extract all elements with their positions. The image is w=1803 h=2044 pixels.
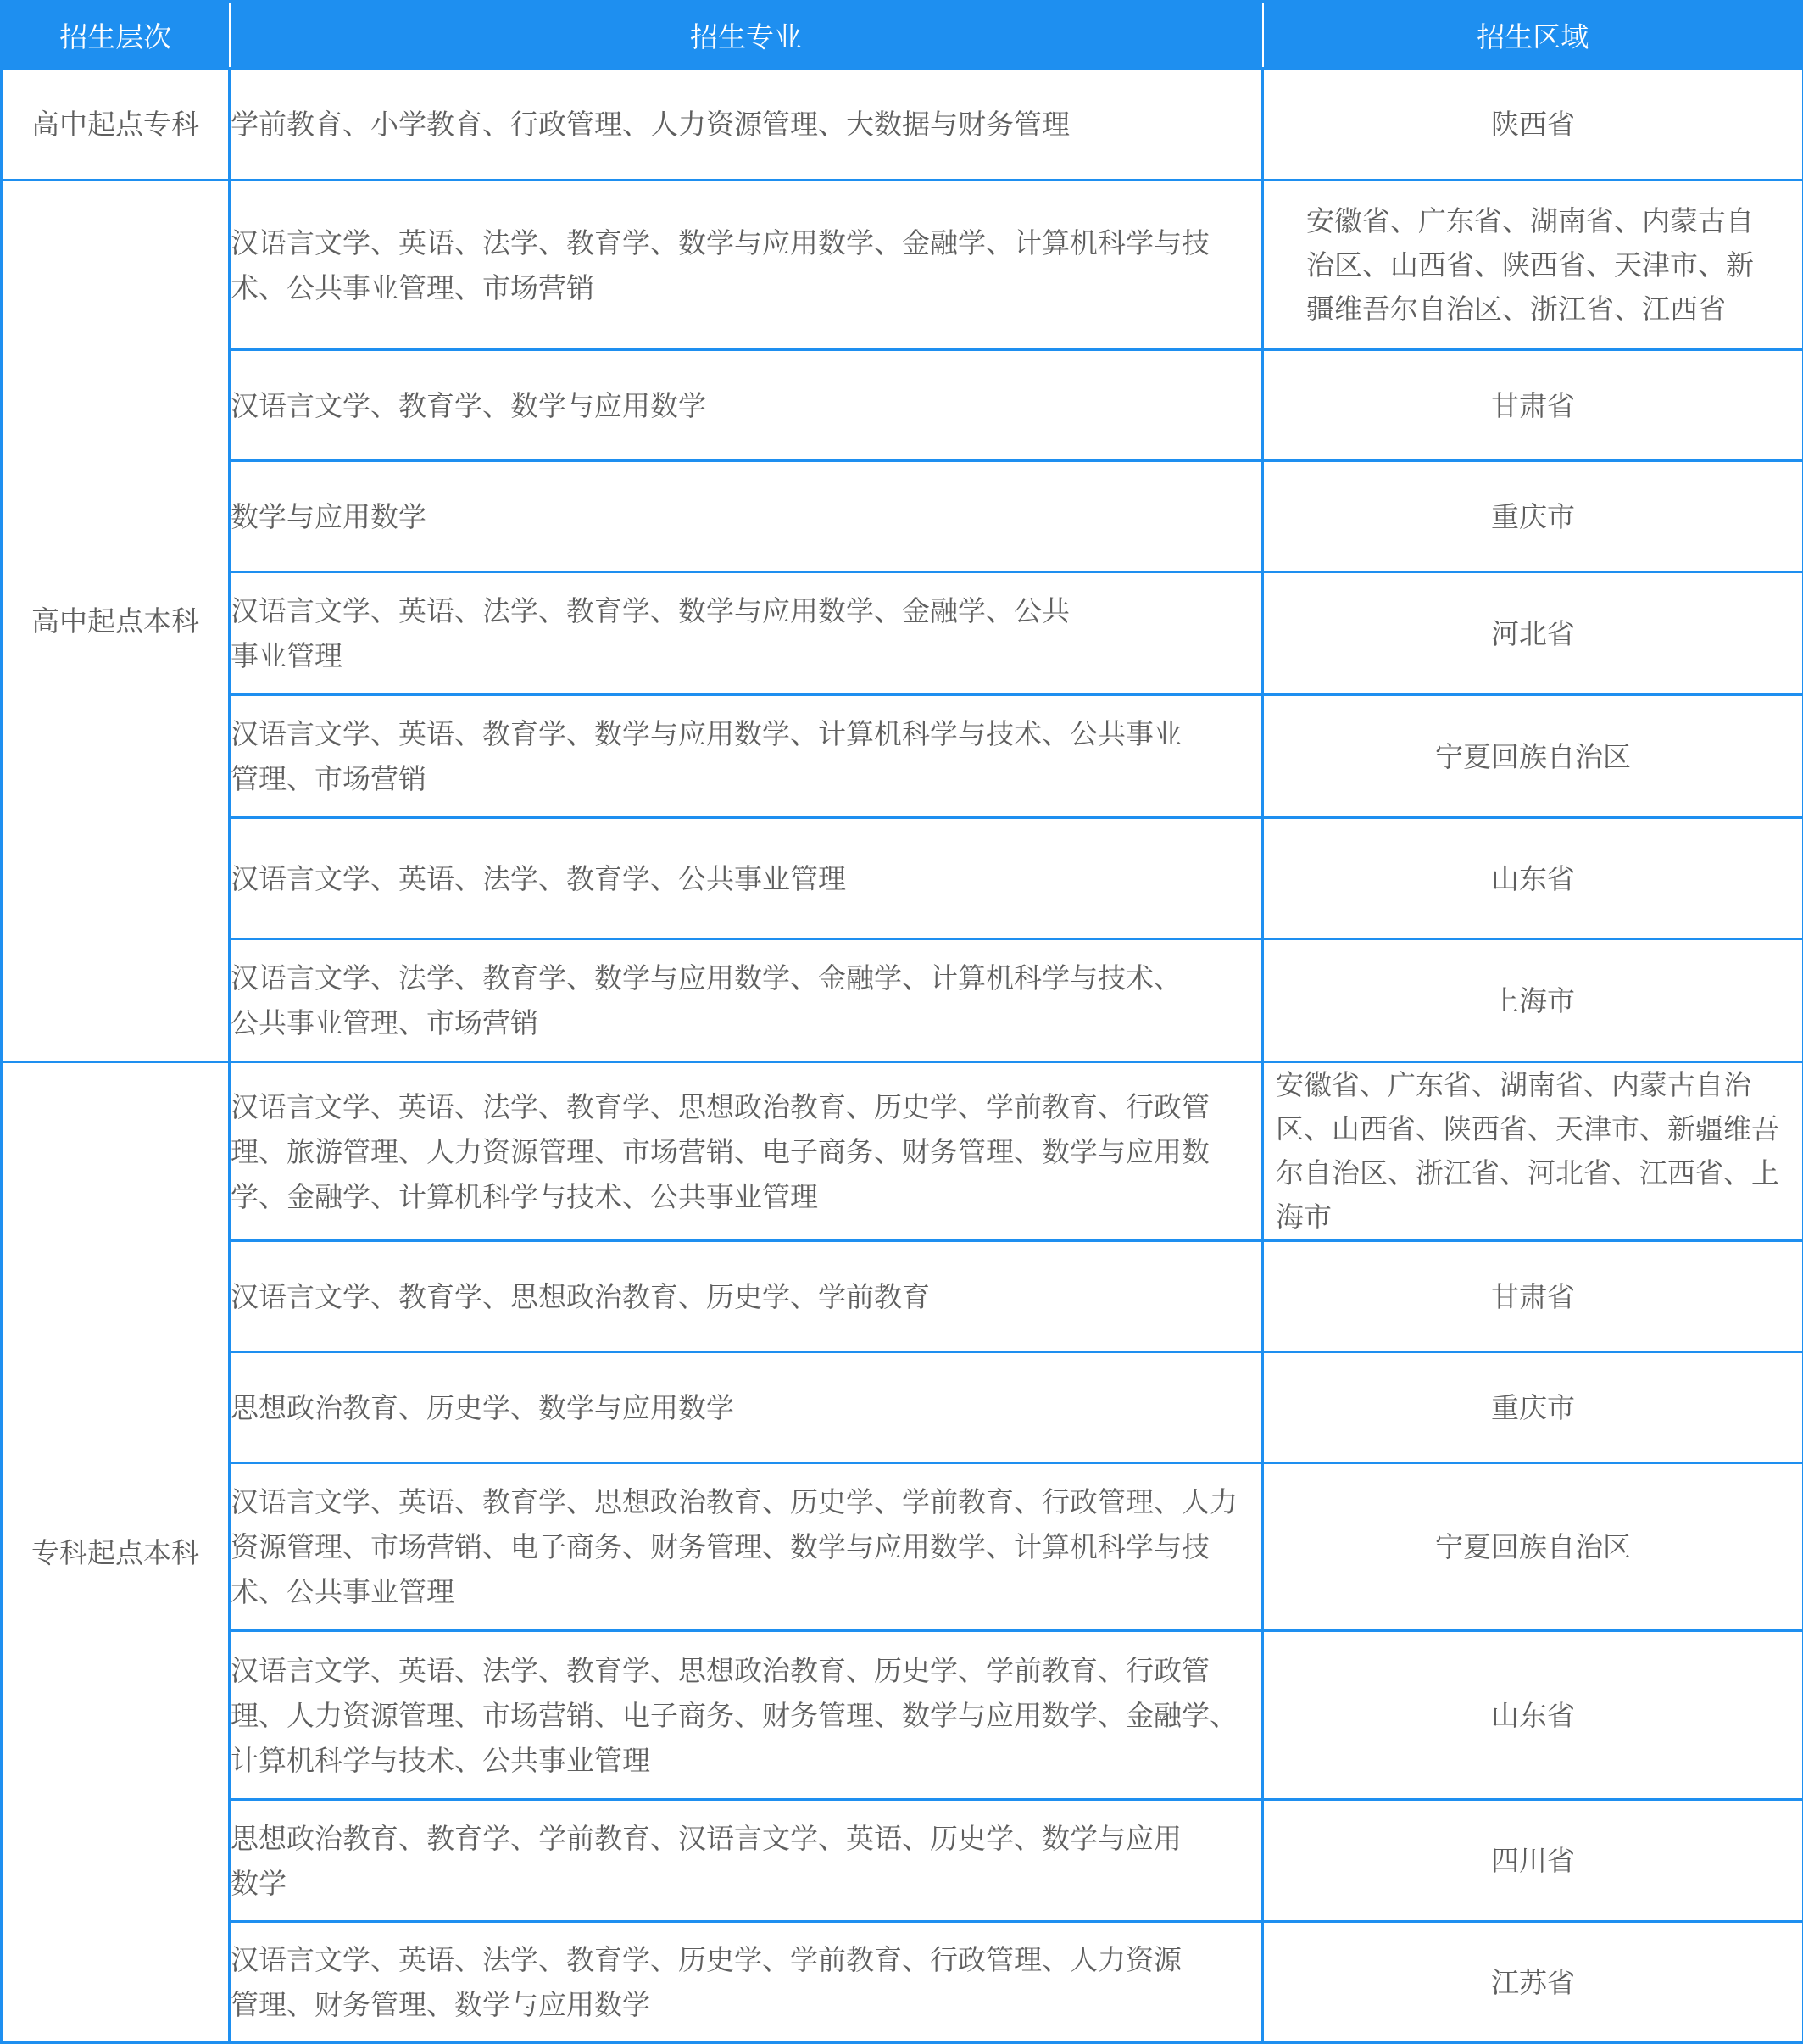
region-cell: 江苏省 <box>1263 1922 1803 2043</box>
region-cell: 安徽省、广东省、湖南省、内蒙古自治区、山西省、陕西省、天津市、新疆维吾尔自治区、浙江省、江西省 <box>1263 181 1803 350</box>
header-majors: 招生专业 <box>230 2 1263 69</box>
region-cell: 陕西省 <box>1263 69 1803 181</box>
majors-cell: 数学与应用数学 <box>230 461 1263 572</box>
majors-cell: 汉语言文学、英语、法学、教育学、公共事业管理 <box>230 818 1263 939</box>
header-row <box>2 2 1803 69</box>
level-cell: 高中起点本科 <box>2 181 230 1062</box>
majors-cell: 汉语言文学、英语、法学、教育学、思想政治教育、历史学、学前教育、行政管理、旅游管理、人力资源管理、市场营销、电子商务、财务管理、数学与应用数学、金融学、计算机科学与技术、公共事业管理 <box>230 1062 1263 1241</box>
majors-cell: 汉语言文学、英语、法学、教育学、数学与应用数学、金融学、公共事业管理 <box>230 572 1263 695</box>
majors-cell: 汉语言文学、英语、教育学、思想政治教育、历史学、学前教育、行政管理、人力资源管理、市场营销、电子商务、财务管理、数学与应用数学、计算机科学与技术、公共事业管理 <box>230 1463 1263 1631</box>
table-body <box>2 69 1803 2043</box>
table-row <box>2 350 1803 461</box>
region-cell: 山东省 <box>1263 1631 1803 1800</box>
table-row <box>2 1631 1803 1800</box>
table-row <box>2 695 1803 818</box>
majors-cell: 汉语言文学、法学、教育学、数学与应用数学、金融学、计算机科学与技术、公共事业管理、市场营销 <box>230 939 1263 1062</box>
majors-cell: 思想政治教育、教育学、学前教育、汉语言文学、英语、历史学、数学与应用数学 <box>230 1800 1263 1922</box>
table-row <box>2 69 1803 181</box>
majors-cell: 汉语言文学、教育学、数学与应用数学 <box>230 350 1263 461</box>
region-cell: 宁夏回族自治区 <box>1263 1463 1803 1631</box>
table-row <box>2 461 1803 572</box>
table-row <box>2 818 1803 939</box>
table-row <box>2 1922 1803 2043</box>
table-row <box>2 572 1803 695</box>
region-cell: 甘肃省 <box>1263 1241 1803 1352</box>
table-row <box>2 1352 1803 1463</box>
region-cell: 四川省 <box>1263 1800 1803 1922</box>
majors-cell: 汉语言文学、英语、法学、教育学、历史学、学前教育、行政管理、人力资源管理、财务管理、数学与应用数学 <box>230 1922 1263 2043</box>
region-cell: 重庆市 <box>1263 1352 1803 1463</box>
region-cell: 河北省 <box>1263 572 1803 695</box>
region-cell: 山东省 <box>1263 818 1803 939</box>
region-cell: 上海市 <box>1263 939 1803 1062</box>
header-level: 招生层次 <box>2 2 230 69</box>
table-row <box>2 939 1803 1062</box>
majors-cell: 学前教育、小学教育、行政管理、人力资源管理、大数据与财务管理 <box>230 69 1263 181</box>
region-cell: 重庆市 <box>1263 461 1803 572</box>
majors-cell: 思想政治教育、历史学、数学与应用数学 <box>230 1352 1263 1463</box>
table-row <box>2 1463 1803 1631</box>
majors-cell: 汉语言文学、英语、法学、教育学、数学与应用数学、金融学、计算机科学与技术、公共事业管理、市场营销 <box>230 181 1263 350</box>
majors-cell: 汉语言文学、英语、法学、教育学、思想政治教育、历史学、学前教育、行政管理、人力资源管理、市场营销、电子商务、财务管理、数学与应用数学、金融学、计算机科学与技术、公共事业管理 <box>230 1631 1263 1800</box>
region-cell: 宁夏回族自治区 <box>1263 695 1803 818</box>
table-row <box>2 1241 1803 1352</box>
header-region: 招生区域 <box>1263 2 1803 69</box>
table-header <box>2 2 1803 69</box>
majors-cell: 汉语言文学、英语、教育学、数学与应用数学、计算机科学与技术、公共事业管理、市场营销 <box>230 695 1263 818</box>
table-row <box>2 1800 1803 1922</box>
level-cell: 专科起点本科 <box>2 1062 230 2043</box>
table-row <box>2 181 1803 350</box>
level-cell: 高中起点专科 <box>2 69 230 181</box>
majors-cell: 汉语言文学、教育学、思想政治教育、历史学、学前教育 <box>230 1241 1263 1352</box>
table-row <box>2 1062 1803 1241</box>
region-cell: 安徽省、广东省、湖南省、内蒙古自治区、山西省、陕西省、天津市、新疆维吾尔自治区、浙江省、河北省、江西省、上海市 <box>1263 1062 1803 1241</box>
region-cell: 甘肃省 <box>1263 350 1803 461</box>
